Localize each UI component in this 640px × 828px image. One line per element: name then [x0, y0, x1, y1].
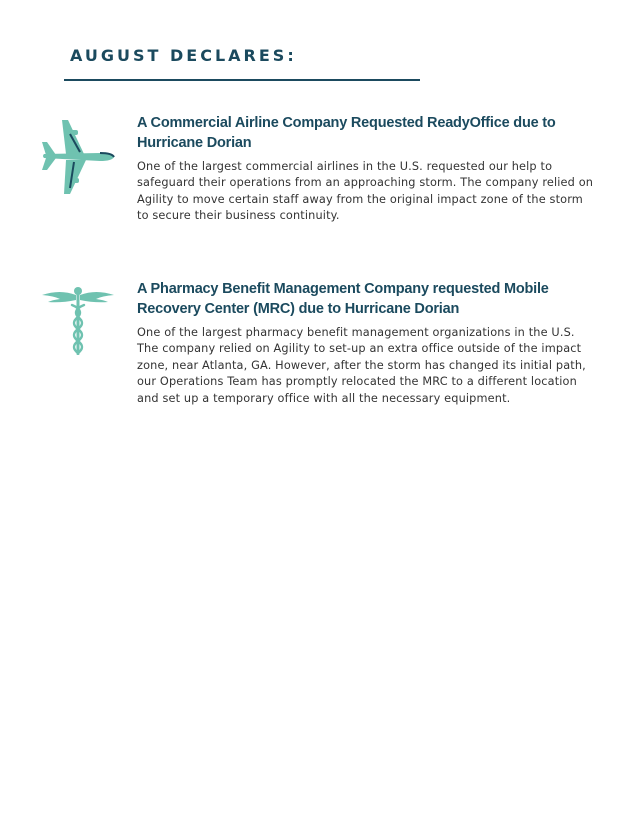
heading-divider: [64, 79, 420, 81]
news-item-pharmacy: [137, 279, 597, 407]
item-body: One of the largest pharmacy benefit management organizations in the U.S. The company relied on Agility to set-up an extra office outside of the impact zone, near Atlanta, GA. However, after the storm has changed its initial path, our Operations Team has promptly relocated the MRC to a different location and set up a temporary office with all the necessary equipment.: [137, 326, 586, 405]
item-title: A Pharmacy Benefit Management Company requested Mobile Recovery Center (MRC) due to Hurricane Dorian: [137, 281, 549, 317]
caduceus-icon: [40, 283, 116, 359]
page-title: AUGUST DECLARES:: [70, 46, 297, 65]
news-item-airline: [137, 113, 597, 225]
airplane-icon: [40, 118, 116, 196]
item-body: One of the largest commercial airlines in the U.S. requested our help to safeguard their operations from an approaching storm. The company relied on Agility to move certain staff away from the original impact zone of the storm to secure their business continuity.: [137, 160, 594, 223]
item-title: A Commercial Airline Company Requested ReadyOffice due to Hurricane Dorian: [137, 115, 556, 151]
